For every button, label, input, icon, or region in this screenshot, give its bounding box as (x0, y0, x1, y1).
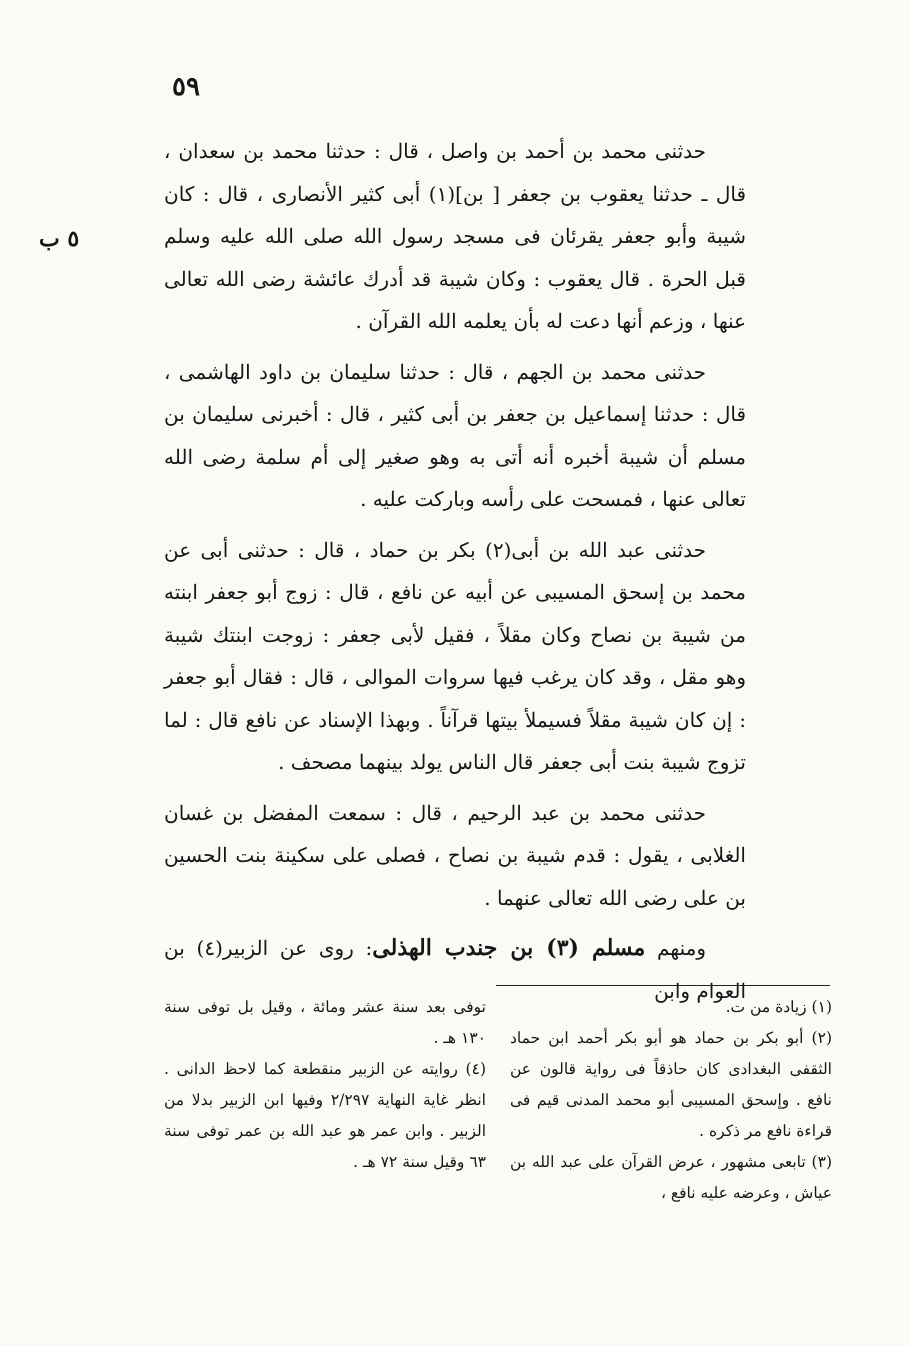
narrator-name: مسلم (٣) بن جندب الهذلى (372, 935, 646, 961)
page-number: ٥٩ (172, 72, 200, 102)
footnote: (٢) أبو بكر بن حماد هو أبو بكر أحمد ابن حماد الثقفى البغدادى كان حاذقاً فى رواية قالون عن نافع . وإسحق المسيبى أبو محمد المدنى قيم فى قراءة نافع مر ذكره . (510, 1029, 832, 1140)
footnote: توفى بعد سنة عشر ومائة ، وقيل بل توفى سنة ١٣٠ هـ . (164, 998, 486, 1047)
footnotes (164, 992, 832, 1232)
footnote: (٣) تابعى مشهور ، عرض القرآن على عبد الله بن عياش ، وعرضه عليه نافع ، (510, 1153, 832, 1202)
footnote: (٤) روايته عن الزبير منقطعة كما لاحظ الدانى . انظر غاية النهاية ٢/٢٩٧ وفيها ابن الزبير بدلا من الزبير . وابن عمر هو عبد الله بن عمر توفى سنة ٦٣ وقيل سنة ٧٢ هـ . (164, 1060, 486, 1171)
footnote-separator (496, 985, 830, 986)
paragraph: حدثنى محمد بن عبد الرحيم ، قال : سمعت المفضل بن غسان الغلابى ، يقول : قدم شيبة بن نصاح ، فصلى على سكينة بنت الحسين بن على رضى الله تعالى عنهما . (164, 800, 746, 910)
main-text (164, 130, 746, 1012)
footnotes-right-column (510, 992, 832, 1232)
entry-intro: ومنهم (645, 936, 706, 960)
margin-note: ٥ ب (39, 226, 80, 252)
entry-continuation: : روى عن الزبير(٤) بن العوام وابن (164, 936, 746, 1003)
paragraph: حدثنى محمد بن أحمد بن واصل ، قال : حدثنا محمد بن سعدان ، قال ـ حدثنا يعقوب بن جعفر [ بن](١) أبى كثير الأنصارى ، قال : كان شيبة وأبو جعفر يقرئان فى مسجد رسول الله صلى الله عليه وسلم قبل الحرة . قال يعقوب : وكان شيبة قد أدرك عائشة رضى الله تعالى عنها ، وزعم أنها دعت له بأن يعلمه الله القرآن . (164, 139, 746, 333)
footnotes-left-column (164, 992, 486, 1232)
paragraph: حدثنى عبد الله بن أبى(٢) بكر بن حماد ، قال : حدثنى أبى عن محمد بن إسحق المسيبى عن أبيه عن نافع ، قال : زوج أبو جعفر ابنته من شيبة بن نصاح وكان مقلاً ، فقيل لأبى جعفر : زوجت ابنتك شيبة وهو مقل ، وقد كان يرغب فيها سروات الموالى ، قال : فقال أبو جعفر : إن كان شيبة مقلاً فسيملأ بيتها قرآناً . وبهذا الإسناد عن نافع قال : لما تزوج شيبة بنت أبى جعفر قال الناس يولد بينهما مصحف . (164, 537, 746, 774)
footnote: (١) زيادة من ت. (725, 998, 832, 1016)
paragraph: حدثنى محمد بن الجهم ، قال : حدثنا سليمان بن داود الهاشمى ، قال : حدثنا إسماعيل بن جعفر بن أبى كثير ، قال : أخبرنى سليمان بن مسلم أن شيبة أخبره أنه أتى به وهو صغير إلى أم سلمة رضى الله تعالى عنها ، فمسحت على رأسه وباركت عليه . (164, 359, 746, 511)
